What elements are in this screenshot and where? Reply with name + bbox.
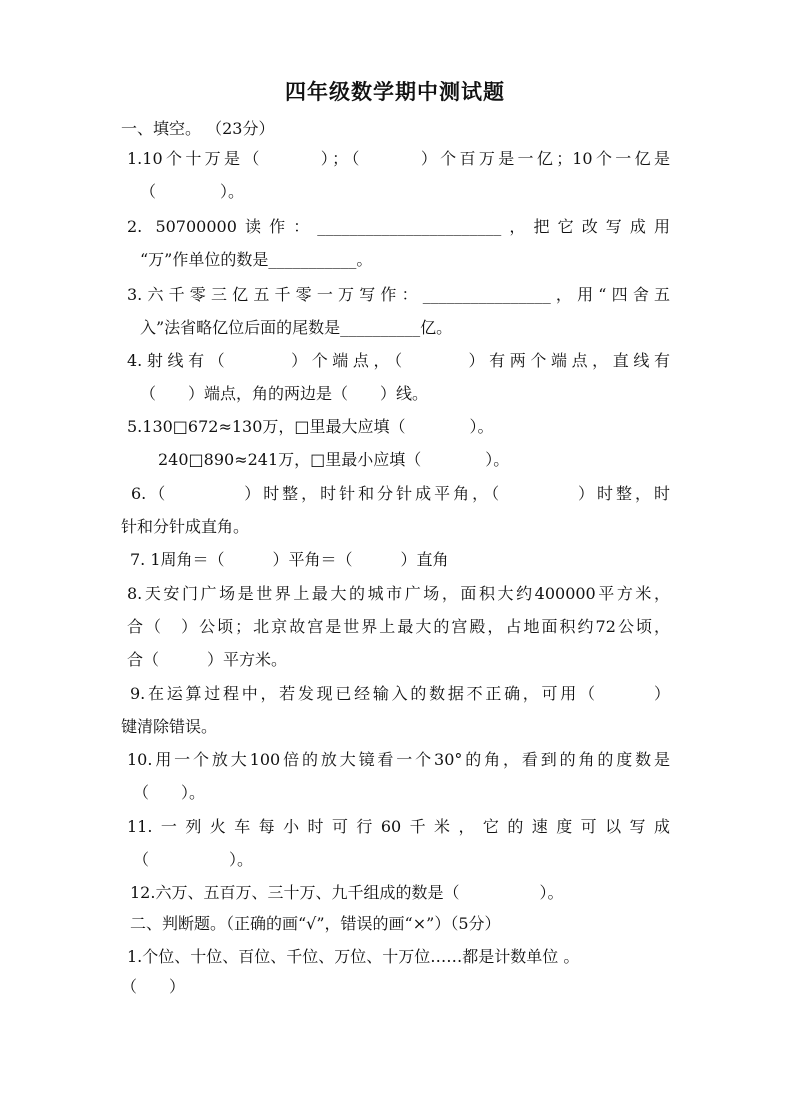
question-10-line-1: 10.用一个放大100倍的放大镜看一个30°的角，看到的角的度数是 xyxy=(127,750,670,769)
question-2-line-1: 2. 50700000读作：_______________________，把它改写成用 xyxy=(127,217,670,236)
question-8-line-1: 8.天安门广场是世界上最大的城市广场，面积大约400000平方米， xyxy=(127,584,670,603)
question-8-line-3: 合（ ）平方米。 xyxy=(127,650,288,669)
question-7-line-1: 7. 1周角＝（ ）平角＝（ ）直角 xyxy=(130,550,449,569)
tf-question-1-line-1: 1.个位、十位、百位、千位、万位、十万位……都是计数单位 。 xyxy=(127,947,580,966)
question-12-line-1: 12.六万、五百万、三十万、九千组成的数是（ ）。 xyxy=(130,883,564,902)
page-title: 四年级数学期中测试题 xyxy=(285,79,505,104)
tf-question-1-line-2: （ ） xyxy=(121,977,186,996)
question-3-line-2: 入”法省略亿位后面的尾数是__________亿。 xyxy=(140,318,453,337)
question-5-line-1: 5.130□672≈130万，□里最大应填（ ）。 xyxy=(127,417,494,436)
question-1-line-2: （ ）。 xyxy=(140,182,245,201)
question-3-line-1: 3.六千零三亿五千零一万写作：________________，用“四舍五 xyxy=(127,285,670,304)
section-heading-fill-blank: 一、填空。 （23分） xyxy=(121,119,275,138)
question-4-line-2: （ ）端点，角的两边是（ ）线。 xyxy=(140,384,429,403)
question-11-line-2: （ ）。 xyxy=(133,850,254,869)
question-8-line-2: 合（ ）公顷；北京故宫是世界上最大的宫殿，占地面积约72公顷， xyxy=(127,617,670,636)
question-9-line-2: 键清除错误。 xyxy=(121,717,218,736)
section-heading-true-false: 二、判断题。（正确的画“√”，错误的画“×”）（5分） xyxy=(130,914,501,933)
question-4-line-1: 4.射线有（ ）个端点，（ ）有两个端点，直线有 xyxy=(127,351,670,370)
question-2-line-2: “万”作单位的数是___________。 xyxy=(140,250,373,269)
question-1-line-1: 1.10个十万是（ ）；（ ）个百万是一亿；10个一亿是 xyxy=(127,149,670,168)
question-6-line-1: 6.（ ）时整，时针和分针成平角，（ ）时整，时 xyxy=(131,484,670,503)
question-5-line-2: 240□890≈241万，□里最小应填（ ）。 xyxy=(158,450,510,469)
question-9-line-1: 9.在运算过程中，若发现已经输入的数据不正确，可用（ ） xyxy=(130,684,670,703)
question-6-line-2: 针和分针成直角。 xyxy=(121,517,250,536)
question-10-line-2: （ ）。 xyxy=(133,783,206,802)
question-11-line-1: 11.一列火车每小时可行60千米，它的速度可以写成 xyxy=(127,817,670,836)
